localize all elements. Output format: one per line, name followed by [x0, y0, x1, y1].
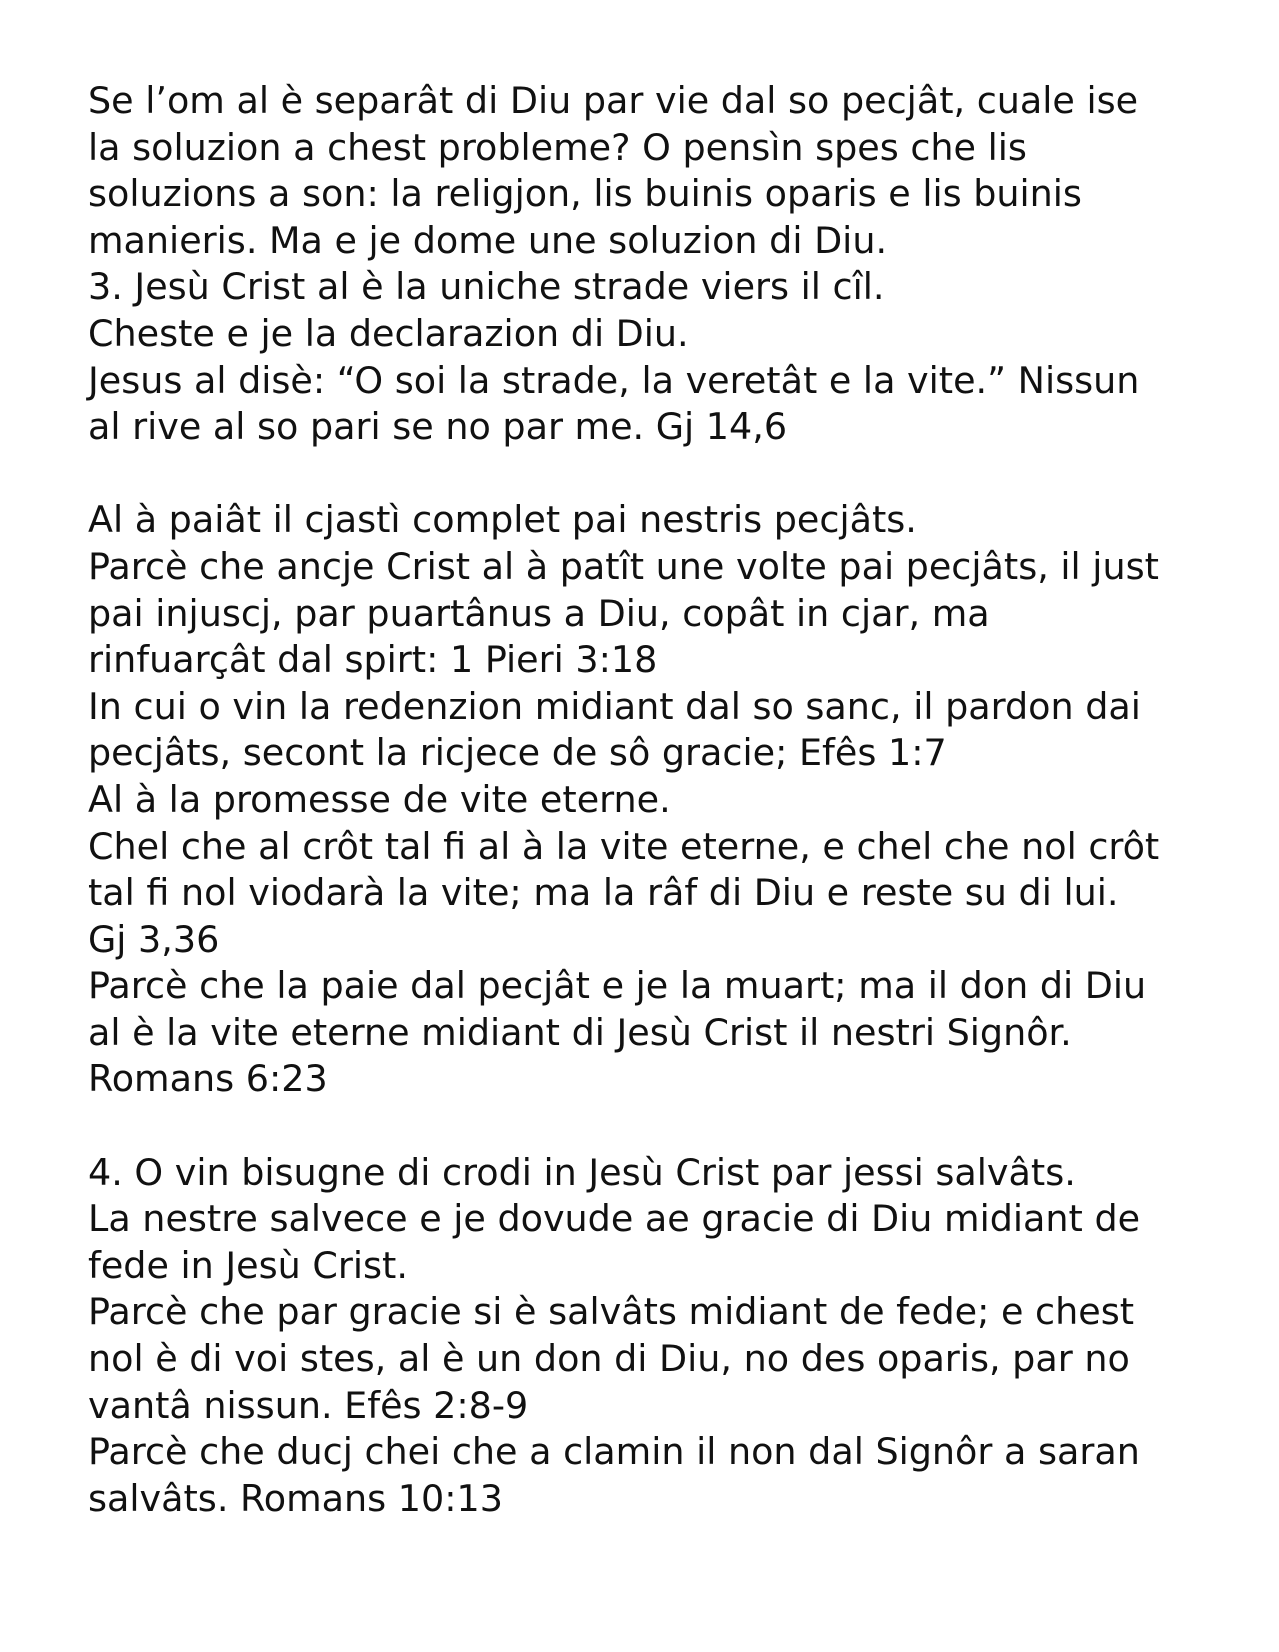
- text-line: soluzions a son: la religjon, lis buinis oparis e lis buinis: [88, 172, 1082, 216]
- text-line: Chel che al crôt tal fi al à la vite eterne, e chel che nol crôt: [88, 824, 1160, 868]
- text-line: La nestre salvece e je dovude ae gracie di Diu midiant de: [88, 1197, 1141, 1241]
- text-line: manieris. Ma e je dome une soluzion di Diu.: [88, 218, 888, 262]
- section-heading-4: 4. O vin bisugne di crodi in Jesù Crist par jessi salvâts.: [88, 1150, 1076, 1194]
- text-line: vantâ nissun. Efês 2:8-9: [88, 1383, 529, 1427]
- text-line: Al à la promesse de vite eterne.: [88, 777, 671, 821]
- paragraph-2: [88, 497, 1208, 1103]
- text-line: nol è di voi stes, al è un don di Diu, no des oparis, par no: [88, 1337, 1130, 1381]
- text-line: al rive al so pari se no par me. Gj 14,6: [88, 405, 788, 449]
- text-line: Al à paiât il cjastì complet pai nestris pecjâts.: [88, 498, 917, 542]
- text-line: pecjâts, secont la ricjece de sô gracie; Efês 1:7: [88, 731, 947, 775]
- paragraph-3: [88, 1150, 1208, 1523]
- text-line: pai injuscj, par puartânus a Diu, copât in cjar, ma: [88, 591, 990, 635]
- paragraph-1: [88, 78, 1208, 451]
- paragraph-spacer: [88, 1103, 1208, 1150]
- text-line: fede in Jesù Crist.: [88, 1243, 408, 1287]
- text-line: al è la vite eterne midiant di Jesù Crist il nestri Signôr.: [88, 1010, 1072, 1054]
- text-line: Se l’om al è separât di Diu par vie dal so pecjât, cuale ise: [88, 79, 1139, 122]
- text-line: Parcè che ducj chei che a clamin il non dal Signôr a saran: [88, 1430, 1140, 1474]
- document-page: [88, 78, 1208, 1522]
- text-line: Gj 3,36: [88, 917, 220, 961]
- text-line: tal fi nol viodarà la vite; ma la râf di Diu e reste su di lui.: [88, 871, 1119, 915]
- text-line: Parcè che ancje Crist al à patît une volte pai pecjâts, il just: [88, 544, 1159, 588]
- text-line: In cui o vin la redenzion midiant dal so sanc, il pardon dai: [88, 684, 1141, 728]
- text-line: la soluzion a chest probleme? O pensìn spes che lis: [88, 125, 1027, 169]
- text-line: Cheste e je la declarazion di Diu.: [88, 311, 689, 355]
- text-line: rinfuarçât dal spirt: 1 Pieri 3:18: [88, 638, 658, 682]
- section-heading-3: 3. Jesù Crist al è la uniche strade viers il cîl.: [88, 265, 885, 309]
- text-line: Romans 6:23: [88, 1057, 328, 1101]
- text-line: salvâts. Romans 10:13: [88, 1476, 503, 1520]
- text-line: Parcè che par gracie si è salvâts midiant de fede; e chest: [88, 1290, 1135, 1334]
- paragraph-spacer: [88, 451, 1208, 498]
- text-line: Parcè che la paie dal pecjât e je la muart; ma il don di Diu: [88, 964, 1147, 1008]
- text-line: Jesus al disè: “O soi la strade, la veretât e la vite.” Nissun: [88, 358, 1140, 402]
